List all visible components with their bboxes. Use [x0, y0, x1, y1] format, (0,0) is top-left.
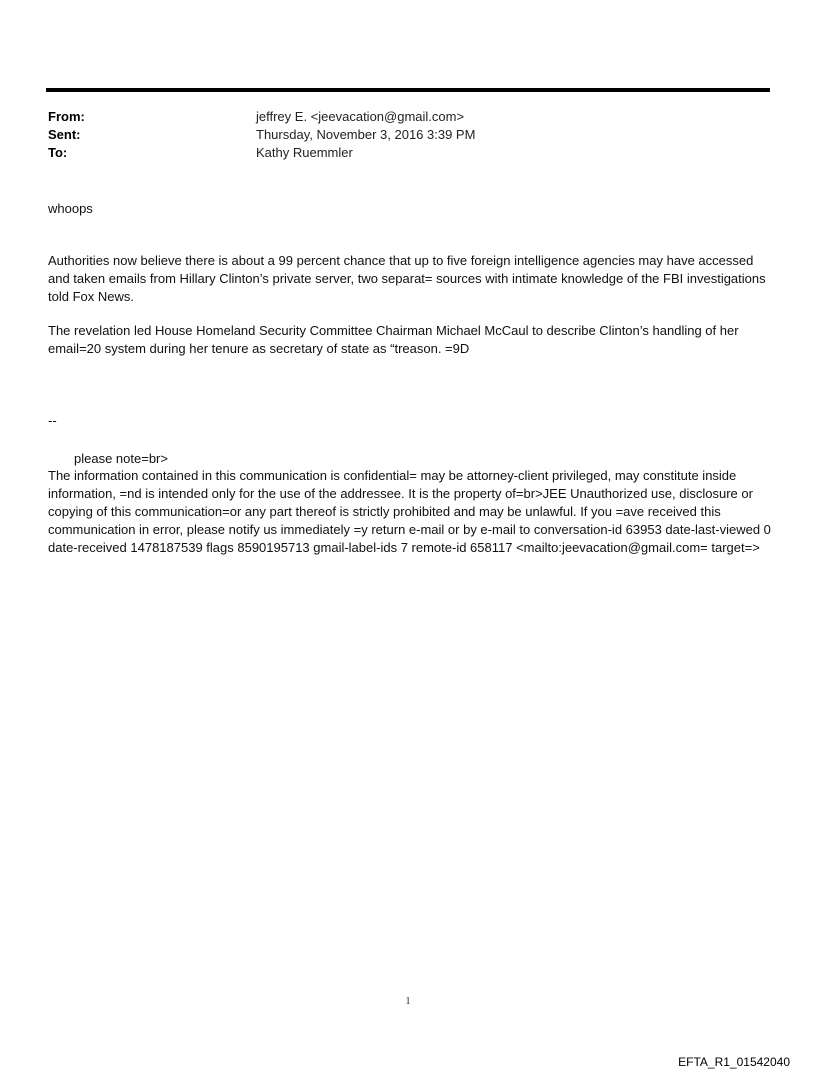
note-line: please note=br>	[74, 451, 168, 466]
sent-value: Thursday, November 3, 2016 3:39 PM	[256, 127, 476, 142]
page-number: 1	[405, 996, 411, 1007]
to-row	[48, 144, 768, 162]
sent-row	[48, 126, 768, 144]
greeting-text: whoops	[48, 201, 93, 216]
document-id: EFTA_R1_01542040	[678, 1055, 790, 1069]
confidentiality-disclaimer: The information contained in this communication is confidential= may be attorney-client privileged, may constitute inside information, =nd is intended only for the use of the addressee. It is the property of=br>JEE Unauthorized use, disclosure or copying of this communication=or any part thereof is strictly prohibited and may be unlawful. If you =ave received this communication in error, please notify us immediately =y return e-mail or by e-mail to conversation-id 63953 date-last-viewed 0 date-received 1478187539 flags 8590195713 gmail-label-ids 7 remote-id 658117 <mailto:jeevacation@gmail.com= target=>	[48, 468, 771, 555]
header-divider	[46, 88, 770, 92]
from-row	[48, 108, 768, 126]
from-value: jeffrey E. <jeevacation@gmail.com>	[256, 109, 465, 124]
email-header	[48, 108, 768, 162]
to-value: Kathy Ruemmler	[256, 145, 353, 160]
to-label: To:	[48, 145, 68, 160]
from-label: From:	[48, 109, 85, 124]
signature-separator: --	[48, 413, 57, 428]
body-paragraph-2: The revelation led House Homeland Security Committee Chairman Michael McCaul to describe Clinton’s handling of her email=20 system during her tenure as secretary of state as “treason. =9D	[48, 323, 739, 356]
sent-label: Sent:	[48, 127, 81, 142]
body-paragraph-1: Authorities now believe there is about a 99 percent chance that up to five foreign intelligence agencies may have accessed and taken emails from Hillary Clinton’s private server, two separat= sources with intimate knowledge of the FBI investigations told Fox News.	[48, 253, 766, 304]
